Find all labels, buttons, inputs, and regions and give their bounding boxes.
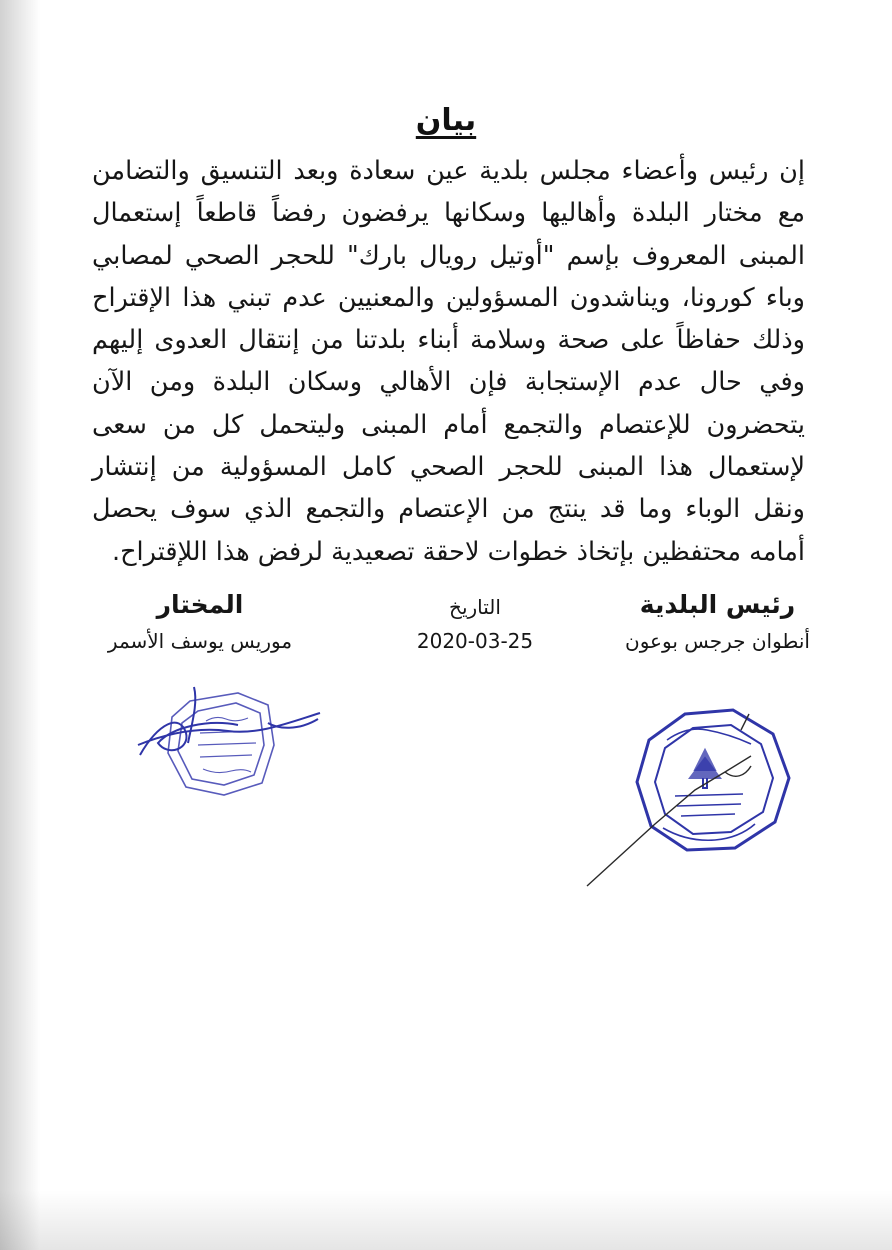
mukhtar-stamp-icon bbox=[128, 683, 328, 803]
mayor-role-label: رئيس البلدية bbox=[639, 590, 796, 619]
mukhtar-name: موريس يوسف الأسمر bbox=[107, 629, 293, 653]
municipality-stamp-icon bbox=[575, 700, 815, 890]
mayor-name: أنطوان جرجس بوعون bbox=[625, 629, 810, 653]
date-block bbox=[380, 592, 570, 654]
scan-shadow-left bbox=[0, 0, 40, 1250]
mayor-signature-block bbox=[600, 590, 835, 654]
mukhtar-role-label: المختار bbox=[156, 590, 244, 619]
document-title: بيان bbox=[415, 103, 477, 138]
mukhtar-signature-block bbox=[100, 590, 300, 654]
date-label: التاريخ bbox=[449, 595, 501, 619]
date-value: 2020-03-25 bbox=[416, 629, 534, 653]
statement-body: إن رئيس وأعضاء مجلس بلدية عين سعادة وبعد التنسيق والتضامن مع مختار البلدة وأهاليها وسكانها يرفضون رفضاً قاطعاً إستعمال المبنى المعروف بإسم "أوتيل رويال بارك" للحجر الصحي لمصابي وباء كورونا، ويناشدون المسؤولين والمعنيين عدم تبني هذا الإقتراح وذلك حفاظاً على صحة وسلامة أبناء بلدتنا من إنتقال العدوى إليهم وفي حال عدم الإستجابة فإن الأهالي وسكان البلدة ومن الآن يتحضرون للإعتصام والتجمع أمام المبنى وليتحمل كل من سعى لإستعمال هذا المبنى للحجر الصحي كامل المسؤولية من إنتشار ونقل الوباء وما قد ينتج من الإعتصام والتجمع الذي سوف يحصل أمامه محتفظين بإتخاذ خطوات لاحقة تصعيدية لرفض هذا اللإقتراح. bbox=[92, 156, 805, 567]
scan-shadow-bottom bbox=[0, 1190, 892, 1250]
